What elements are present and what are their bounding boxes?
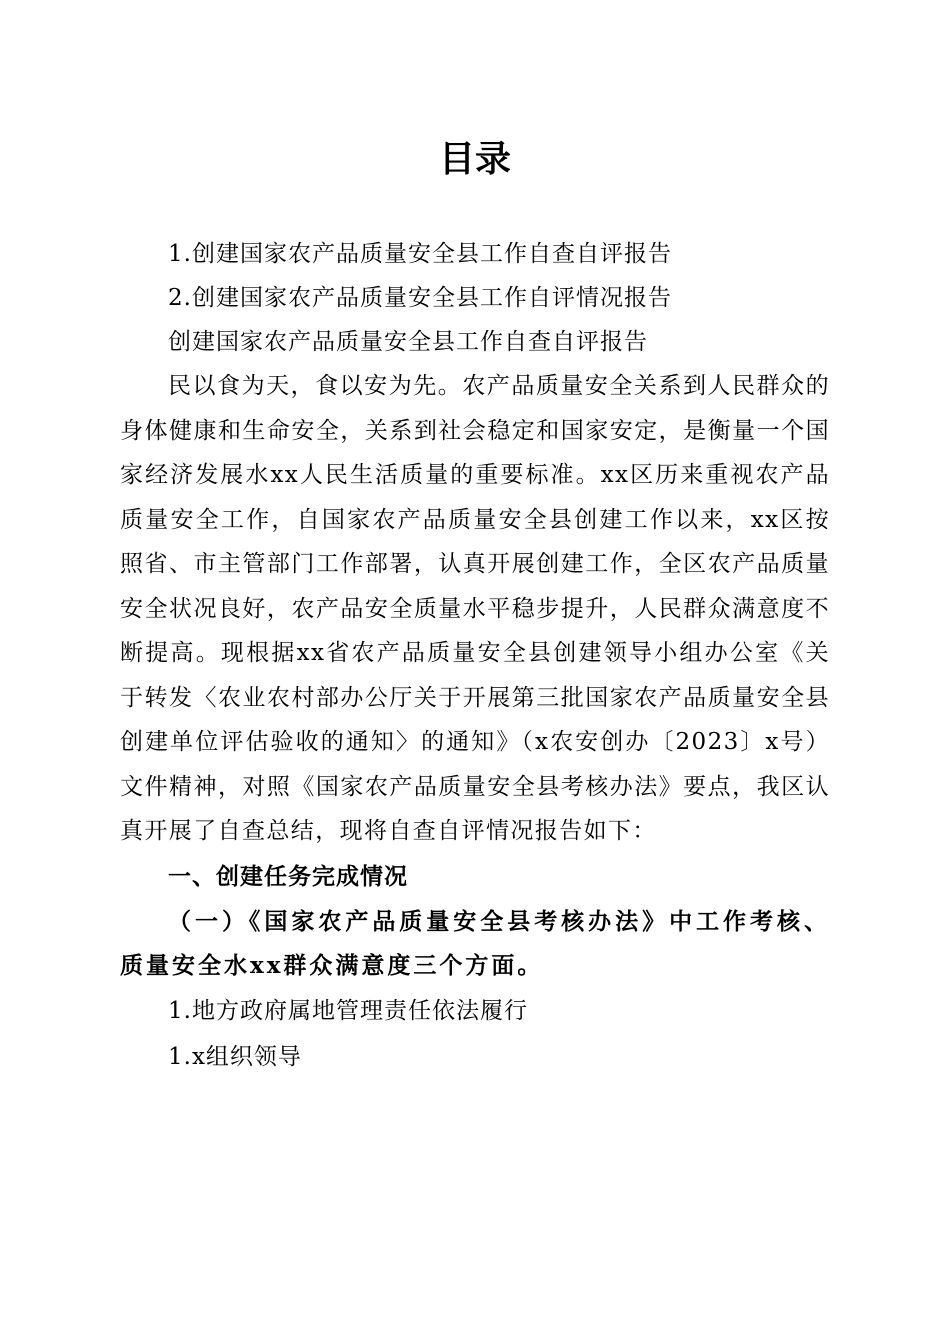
document-title: 目录 [438,139,511,180]
toc-item-1[interactable]: 1.创建国家农产品质量安全县工作自查自评报告 [168,241,672,267]
toc-item-2[interactable]: 2.创建国家农产品质量安全县工作自评情况报告 [168,285,672,311]
subsection-heading-1: （一）《国家农产品质量安全县考核办法》中工作考核、质量安全水xx群众满意度三个方面。 [120,907,830,979]
report-title: 创建国家农产品质量安全县工作自查自评报告 [168,329,648,355]
report-body [120,364,830,1080]
intro-paragraph: 民以食为天，食以安为先。农产品质量安全关系到人民群众的身体健康和生命安全，关系到社会稳定和国家安定，是衡量一个国家经济发展水xx人民生活质量的重要标准。xx区历来重视农产品质量安全工作，自国家农产品质量安全县创建工作以来，xx区按照省、市主管部门工作部署，认真开展创建工作，全区农产品质量安全状况良好，农产品安全质量水平稳步提升，人民群众满意度不断提高。现根据xx省农产品质量安全县创建领导小组办公室《关于转发〈农业农村部办公厅关于开展第三批国家农产品质量安全县创建单位评估验收的通知〉的通知》（x农安创办〔2023〕x号）文件精神，对照《国家农产品质量安全县考核办法》要点，我区认真开展了自查总结，现将自查自评情况报告如下： [120,373,830,844]
section-heading-1: 一、创建任务完成情况 [168,863,408,890]
list-item: 1.地方政府属地管理责任依法履行 [168,997,528,1024]
list-item: 1.x组织领导 [168,1043,302,1070]
table-of-contents [120,232,830,364]
